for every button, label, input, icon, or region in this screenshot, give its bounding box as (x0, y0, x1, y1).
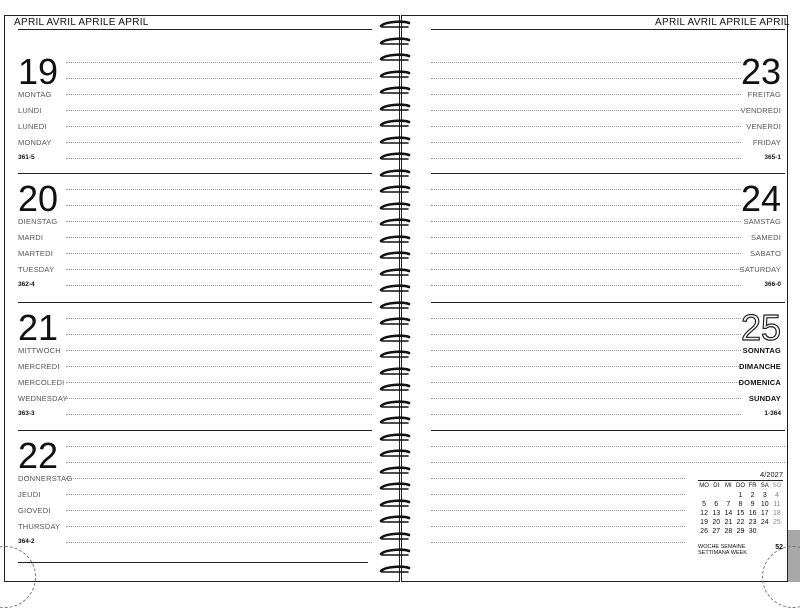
weekday-name: MONTAG (18, 90, 52, 99)
mini-calendar-grid (698, 482, 783, 536)
spiral-coil (378, 218, 412, 227)
writing-line (66, 269, 372, 270)
day-separator (18, 302, 372, 303)
weekday-name: MARDI (18, 233, 44, 242)
writing-line (431, 494, 685, 495)
writing-line (431, 478, 685, 479)
weekday-name: FRIDAY (752, 138, 781, 147)
day-count: 365-1 (764, 154, 781, 161)
writing-line (66, 142, 372, 143)
weekday-name: MERCOLEDI (18, 378, 65, 387)
writing-line (66, 237, 372, 238)
spiral-coil (378, 400, 412, 409)
writing-line (431, 205, 741, 206)
spiral-coil (378, 185, 412, 194)
writing-line (66, 285, 372, 286)
writing-line (431, 334, 741, 335)
spiral-coil (378, 301, 412, 310)
day-number: 25 (740, 307, 781, 348)
writing-line (431, 350, 741, 351)
writing-line (431, 510, 685, 511)
mini-calendar-header: DO (735, 483, 745, 489)
day-count: 362-4 (18, 281, 35, 288)
mini-calendar-day: 7 (726, 501, 731, 508)
mini-calendar-day: 20 (712, 519, 721, 526)
mini-calendar-footer (698, 544, 783, 556)
writing-line (66, 78, 372, 79)
day-number: 20 (18, 178, 59, 219)
weekday-name: SAMSTAG (743, 217, 781, 226)
mini-calendar-day: 12 (700, 510, 708, 517)
mini-calendar-day (722, 491, 734, 500)
weekday-name: LUNDI (18, 106, 42, 115)
spiral-coil (378, 499, 412, 508)
spiral-coil (378, 20, 412, 29)
weekday-name: SABATO (750, 249, 781, 258)
mini-calendar-day: 17 (760, 510, 769, 517)
week-number: 52 (775, 544, 783, 551)
spiral-coil (378, 416, 412, 425)
weekday-name: WEDNESDAY (18, 394, 68, 403)
weekday-name: DONNERSTAG (18, 474, 73, 483)
day-count: 361-5 (18, 154, 35, 161)
writing-line (66, 189, 372, 190)
bottom-rule-left (18, 562, 368, 563)
weekday-name: SAMEDI (751, 233, 781, 242)
mini-calendar-day: 24 (760, 519, 769, 526)
spiral-coil (378, 565, 412, 574)
mini-calendar-day: 25 (773, 519, 781, 526)
weekday-name: DOMENICA (738, 378, 781, 387)
mini-calendar-rule (698, 480, 783, 481)
writing-line (431, 78, 741, 79)
writing-line (431, 526, 685, 527)
writing-line (66, 382, 372, 383)
spiral-coil (378, 136, 412, 145)
day-block-22 (18, 434, 372, 562)
day-block-21 (18, 306, 372, 434)
mini-calendar-day (759, 527, 771, 536)
weekday-name: VENDREDI (740, 106, 781, 115)
writing-line (66, 158, 372, 159)
spiral-coil (378, 119, 412, 128)
day-number: 21 (18, 307, 59, 348)
writing-line (66, 366, 372, 367)
day-count: 1-364 (764, 410, 781, 417)
day-count: 366-0 (764, 281, 781, 288)
mini-calendar-day: 23 (748, 519, 757, 526)
mini-calendar-header: FR (748, 483, 757, 489)
writing-line (66, 253, 372, 254)
mini-calendar-header: SO (772, 483, 782, 489)
day-separator (18, 173, 372, 174)
weekday-name: DIMANCHE (738, 362, 781, 371)
writing-line (431, 398, 741, 399)
mini-calendar-day: 4 (774, 492, 779, 499)
mini-calendar-day (698, 491, 710, 500)
week-label: WOCHE SEMAINE SETTIMANA WEEK (698, 544, 747, 556)
writing-line (431, 446, 785, 447)
mini-calendar-day: 1 (738, 492, 743, 499)
writing-line (431, 269, 741, 270)
writing-line (66, 334, 372, 335)
mini-calendar (698, 470, 783, 556)
day-separator (431, 173, 785, 174)
writing-line (66, 318, 372, 319)
writing-line (66, 478, 372, 479)
spiral-coil (378, 350, 412, 359)
spiral-coil (378, 548, 412, 557)
day-block-23 (431, 50, 785, 178)
spiral-coil (378, 53, 412, 62)
day-block-19 (18, 50, 372, 178)
weekday-name: SUNDAY (748, 394, 781, 403)
spiral-coil (378, 202, 412, 211)
writing-line (431, 462, 785, 463)
spiral-coil (378, 284, 412, 293)
writing-line (431, 126, 741, 127)
spiral-coil (378, 334, 412, 343)
writing-line (66, 494, 372, 495)
writing-line (431, 237, 741, 238)
mini-calendar-day: 14 (724, 510, 733, 517)
writing-line (66, 110, 372, 111)
day-separator (431, 302, 785, 303)
mini-calendar-day: 13 (712, 510, 721, 517)
writing-line (431, 382, 741, 383)
mini-calendar-title: 4/2027 (760, 470, 783, 479)
mini-calendar-day: 5 (702, 501, 707, 508)
mini-calendar-day: 19 (700, 519, 708, 526)
spiral-coil (378, 383, 412, 392)
day-number: 23 (740, 51, 781, 92)
writing-line (431, 285, 741, 286)
spiral-coil (378, 235, 412, 244)
day-count: 364-2 (18, 538, 35, 545)
mini-calendar-day: 16 (748, 510, 757, 517)
writing-line (66, 126, 372, 127)
writing-line (66, 526, 372, 527)
weekday-name: SONNTAG (742, 346, 781, 355)
spiral-coil (378, 152, 412, 161)
mini-calendar-header: MO (699, 483, 709, 489)
weekday-name: THURSDAY (18, 522, 61, 531)
writing-line (66, 446, 372, 447)
writing-line (66, 205, 372, 206)
day-number: 22 (18, 435, 59, 476)
weekday-name: MARTEDI (18, 249, 54, 258)
weekday-name: MERCREDI (18, 362, 60, 371)
weekday-name: TUESDAY (18, 265, 55, 274)
mini-calendar-day: 11 (773, 501, 781, 508)
mini-calendar-header: DI (713, 483, 720, 489)
writing-line (431, 94, 741, 95)
spiral-coil (378, 449, 412, 458)
month-header-right: APRIL AVRIL APRILE APRIL (655, 17, 790, 28)
spiral-coil (378, 317, 412, 326)
weekday-name: MITTWOCH (18, 346, 61, 355)
mini-calendar-day: 6 (714, 501, 719, 508)
mini-calendar-day: 22 (736, 519, 745, 526)
weekday-name: VENERDI (746, 122, 781, 131)
day-block-24 (431, 177, 785, 305)
mini-calendar-header: SA (760, 483, 769, 489)
spiral-coil (378, 251, 412, 260)
spiral-coil (378, 532, 412, 541)
spiral-coil (378, 466, 412, 475)
writing-line (431, 62, 741, 63)
mini-calendar-day: 8 (738, 501, 743, 508)
spiral-coil (378, 86, 412, 95)
writing-line (66, 542, 372, 543)
writing-line (66, 510, 372, 511)
weekday-name: LUNEDI (18, 122, 47, 131)
mini-calendar-day (771, 527, 783, 536)
mini-calendar-day: 26 (700, 528, 708, 535)
weekday-name: GIOVEDI (18, 506, 51, 515)
mini-calendar-header: MI (725, 483, 732, 489)
month-header-left: APRIL AVRIL APRILE APRIL (14, 17, 149, 28)
weekday-name: JEUDI (18, 490, 41, 499)
writing-line (431, 542, 685, 543)
day-separator (18, 430, 372, 431)
spiral-coil (378, 37, 412, 46)
spiral-coil (378, 268, 412, 277)
day-number: 24 (740, 178, 781, 219)
day-block-25 (431, 306, 785, 434)
writing-line (431, 189, 741, 190)
mini-calendar-day: 2 (750, 492, 755, 499)
writing-line (66, 398, 372, 399)
writing-line (431, 366, 741, 367)
day-number: 19 (18, 51, 59, 92)
header-rule-left (18, 29, 372, 30)
spiral-coil (378, 515, 412, 524)
mini-calendar-day: 29 (736, 528, 745, 535)
writing-line (431, 253, 741, 254)
mini-calendar-day (710, 491, 722, 500)
writing-line (431, 142, 741, 143)
header-rule-right (431, 29, 785, 30)
mini-calendar-day: 3 (762, 492, 767, 499)
writing-line (66, 462, 372, 463)
spiral-coil (378, 70, 412, 79)
day-block-20 (18, 177, 372, 305)
writing-line (431, 158, 741, 159)
writing-line (66, 350, 372, 351)
spiral-coil (378, 103, 412, 112)
writing-line (431, 318, 741, 319)
mini-calendar-day: 30 (748, 528, 757, 535)
mini-calendar-day: 18 (773, 510, 781, 517)
mini-calendar-day: 15 (736, 510, 745, 517)
spiral-coil (378, 482, 412, 491)
mini-calendar-day: 27 (712, 528, 721, 535)
weekday-name: SATURDAY (739, 265, 781, 274)
mini-calendar-day: 21 (724, 519, 733, 526)
mini-calendar-day: 28 (724, 528, 733, 535)
spiral-coil (378, 169, 412, 178)
writing-line (66, 62, 372, 63)
day-separator (431, 430, 785, 431)
writing-line (66, 221, 372, 222)
writing-line (431, 221, 741, 222)
day-count: 363-3 (18, 410, 35, 417)
writing-line (431, 110, 741, 111)
weekday-name: MONDAY (18, 138, 52, 147)
spiral-coil (378, 367, 412, 376)
weekday-name: FREITAG (747, 90, 781, 99)
spiral-binding (378, 18, 414, 588)
mini-calendar-day: 10 (760, 501, 769, 508)
writing-line (66, 94, 372, 95)
writing-line (66, 414, 372, 415)
mini-calendar-day: 9 (750, 501, 755, 508)
weekday-name: DIENSTAG (18, 217, 58, 226)
spiral-coil (378, 433, 412, 442)
writing-line (431, 414, 741, 415)
